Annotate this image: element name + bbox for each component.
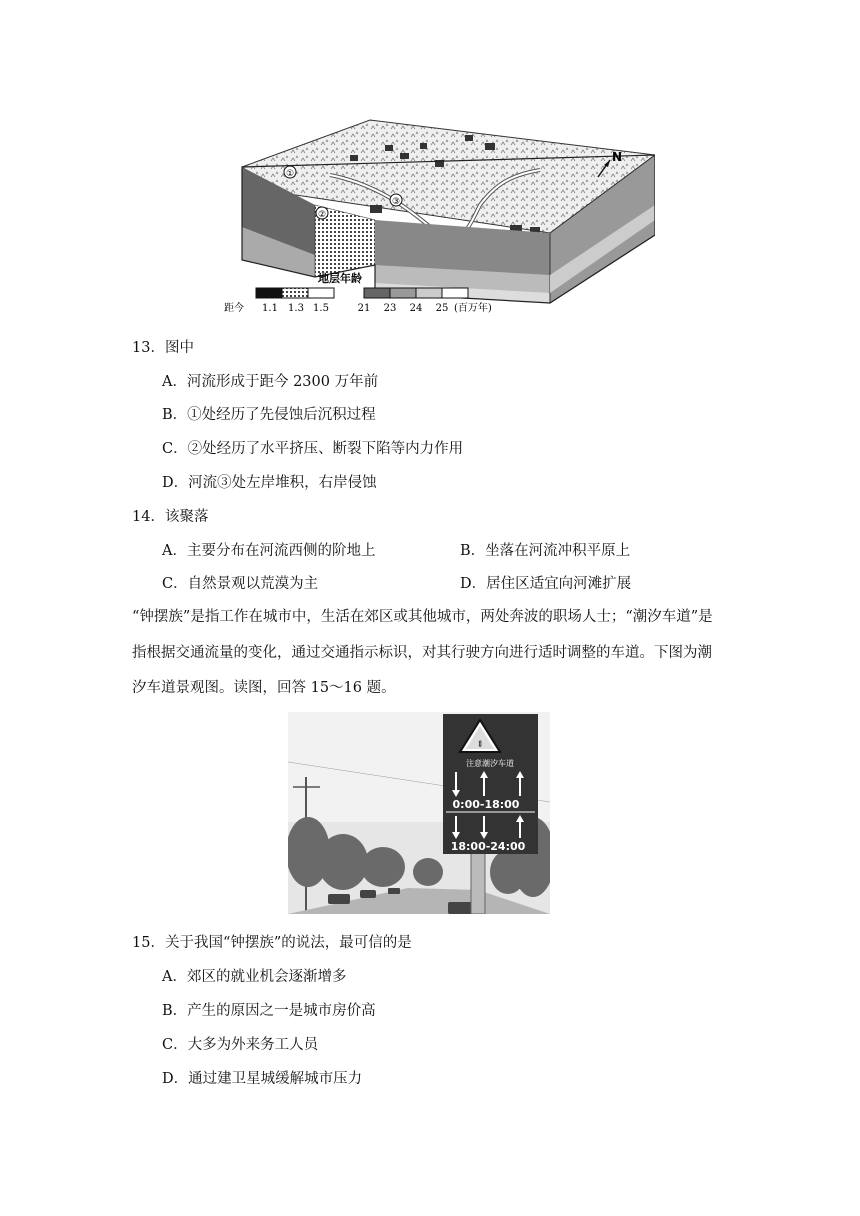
question-14-option-b: B．坐落在河流冲积平原上 xyxy=(460,543,631,559)
geology-block-diagram xyxy=(210,115,655,327)
tidal-lane-photo xyxy=(288,712,550,914)
tidal-lane-sign xyxy=(443,714,538,854)
question-15-option-d: D．通过建卫星城缓解城市压力 xyxy=(162,1071,363,1087)
question-13-option-b: B．①处经历了先侵蚀后沉积过程 xyxy=(162,407,376,423)
legend-swatches-young xyxy=(256,288,334,298)
svg-text:⇕: ⇕ xyxy=(476,740,484,750)
svg-text:23: 23 xyxy=(383,303,397,314)
svg-text:③: ③ xyxy=(391,197,401,207)
question-14-option-d: D．居住区适宜向河滩扩展 xyxy=(460,576,632,592)
question-14-stem: 14．该聚落 xyxy=(132,509,209,525)
svg-text:24: 24 xyxy=(409,303,423,314)
svg-text:1.5: 1.5 xyxy=(313,303,329,314)
svg-text:1.1: 1.1 xyxy=(262,303,278,314)
intro-line-1: “钟摆族”是指工作在城市中，生活在郊区或其他城市，两处奔波的职场人士；“潮汐车道”是 xyxy=(132,609,713,625)
sign-title: 注意潮汐车道 xyxy=(466,759,514,768)
question-14-option-c: C．自然景观以荒漠为主 xyxy=(162,576,319,592)
intro-line-2: 指根据交通流量的变化，通过交通指示标识，对其行驶方向进行适时调整的车道。下图为潮 xyxy=(132,645,712,661)
question-15-stem: 15．关于我国“钟摆族”的说法，最可信的是 xyxy=(132,935,412,951)
legend-title: 地层年龄 xyxy=(318,272,362,285)
question-13-option-c: C．②处经历了水平挤压、断裂下陷等内力作用 xyxy=(162,441,464,457)
question-14-option-a: A．主要分布在河流西侧的阶地上 xyxy=(162,543,376,559)
question-13-stem: 13．图中 xyxy=(132,340,194,356)
question-13-option-a: A．河流形成于距今 2300 万年前 xyxy=(162,374,379,390)
question-15-option-a: A．郊区的就业机会逐渐增多 xyxy=(162,969,347,985)
svg-text:1.3: 1.3 xyxy=(288,303,304,314)
question-13-option-d: D．河流③处左岸堆积，右岸侵蚀 xyxy=(162,475,377,491)
svg-text:21: 21 xyxy=(357,303,371,314)
sign-time-1: 0:00-18:00 xyxy=(452,798,520,811)
svg-text:25: 25 xyxy=(435,303,449,314)
sign-time-2: 18:00-24:00 xyxy=(450,840,526,853)
legend-swatches-old xyxy=(364,288,468,298)
svg-text:N: N xyxy=(612,150,623,164)
intro-line-3: 汐车道景观图。读图，回答 15～16 题。 xyxy=(132,680,396,696)
svg-text:距今: 距今 xyxy=(224,303,244,314)
question-15-option-c: C．大多为外来务工人员 xyxy=(162,1037,319,1053)
svg-text:(百万年): (百万年) xyxy=(454,303,492,314)
legend-labels xyxy=(224,301,492,314)
question-15-option-b: B．产生的原因之一是城市房价高 xyxy=(162,1003,376,1019)
svg-text:②: ② xyxy=(317,210,327,220)
svg-text:①: ① xyxy=(285,169,295,179)
